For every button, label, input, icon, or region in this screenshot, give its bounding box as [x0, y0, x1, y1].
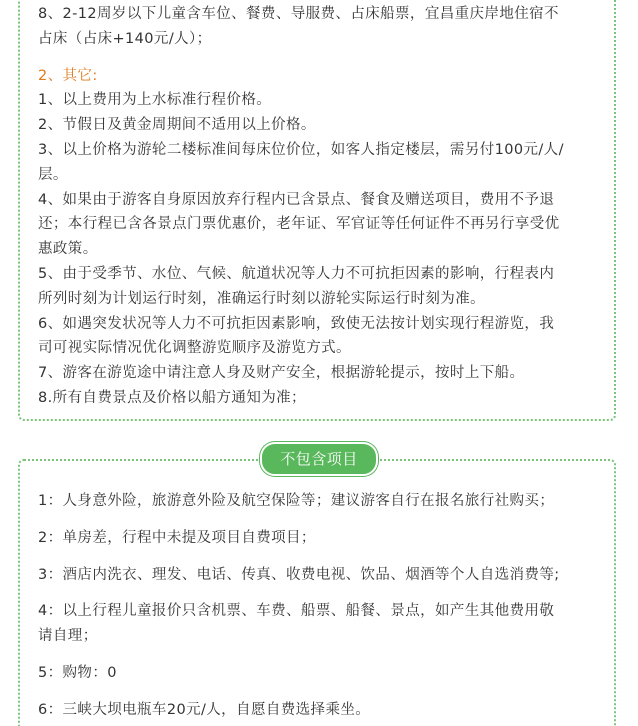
other-note-line: 司可视实际情况优化调整游览顺序及游览方式。 [38, 340, 351, 357]
excluded-item-continued: 请自理； [38, 628, 98, 645]
other-note-line: 6、如遇突发状况等人力不可抗拒因素影响，致使无法按计划实现行程游览，我 [38, 315, 555, 332]
excluded-items-card [18, 459, 616, 726]
other-note-line: 3、以上价格为游轮二楼标准间每床位价位，如客人指定楼层，需另付100元/人/ [38, 141, 564, 158]
excluded-item: 2：单房差，行程中未提及项目自费项目； [38, 529, 316, 546]
fee-notes-card [18, 0, 616, 421]
other-note-line: 1、以上费用为上水标准行程价格。 [38, 92, 272, 109]
other-heading: 2、其它: [38, 67, 98, 84]
other-note-line: 7、游客在游览途中请注意人身及财产安全，根据游轮提示，按时上下船。 [38, 365, 525, 382]
excluded-item: 3：酒店内洗衣、理发、电话、传真、收费电视、饮品、烟酒等个人自选消费等; [38, 566, 560, 583]
excluded-item: 6：三峡大坝电瓶车20元/人，自愿自费选择乘坐。 [38, 701, 371, 718]
other-note-line: 所列时刻为计划运行时刻，准确运行时刻以游轮实际运行时刻为准。 [38, 290, 485, 307]
excluded-item: 4：以上行程儿童报价只含机票、车费、船票、船餐、景点，如产生其他费用敬 [38, 603, 555, 620]
excluded-item: 1：人身意外险，旅游意外险及航空保险等；建议游客自行在报名旅行社购买； [38, 493, 555, 509]
other-note-line: 还；本行程已含各景点门票优惠价，老年证、军官证等任何证件不再另行享受优 [38, 216, 560, 233]
other-note-line: 层。 [38, 166, 68, 183]
child-fee-line-2: 占床（占床+140元/人）； [38, 30, 212, 47]
excluded-section-title: 不包含项目 [260, 442, 378, 476]
section-title-wrap [0, 442, 638, 476]
other-note-line: 8.所有自费景点及价格以船方通知为准； [38, 389, 306, 406]
excluded-item: 5：购物：0 [38, 664, 117, 681]
other-note-line: 5、由于受季节、水位、气候、航道状况等人力不可抗拒因素的影响，行程表内 [38, 265, 555, 282]
other-note-line: 2、节假日及黄金周期间不适用以上价格。 [38, 117, 316, 134]
other-note-line: 惠政策。 [38, 241, 98, 258]
child-fee-line-1: 8、2-12周岁以下儿童含车位、餐费、导服费、占床船票，宜昌重庆岸地住宿不 [38, 6, 559, 22]
other-note-line: 4、如果由于游客自身原因放弃行程内已含景点、餐食及赠送项目，费用不予退 [38, 191, 555, 208]
